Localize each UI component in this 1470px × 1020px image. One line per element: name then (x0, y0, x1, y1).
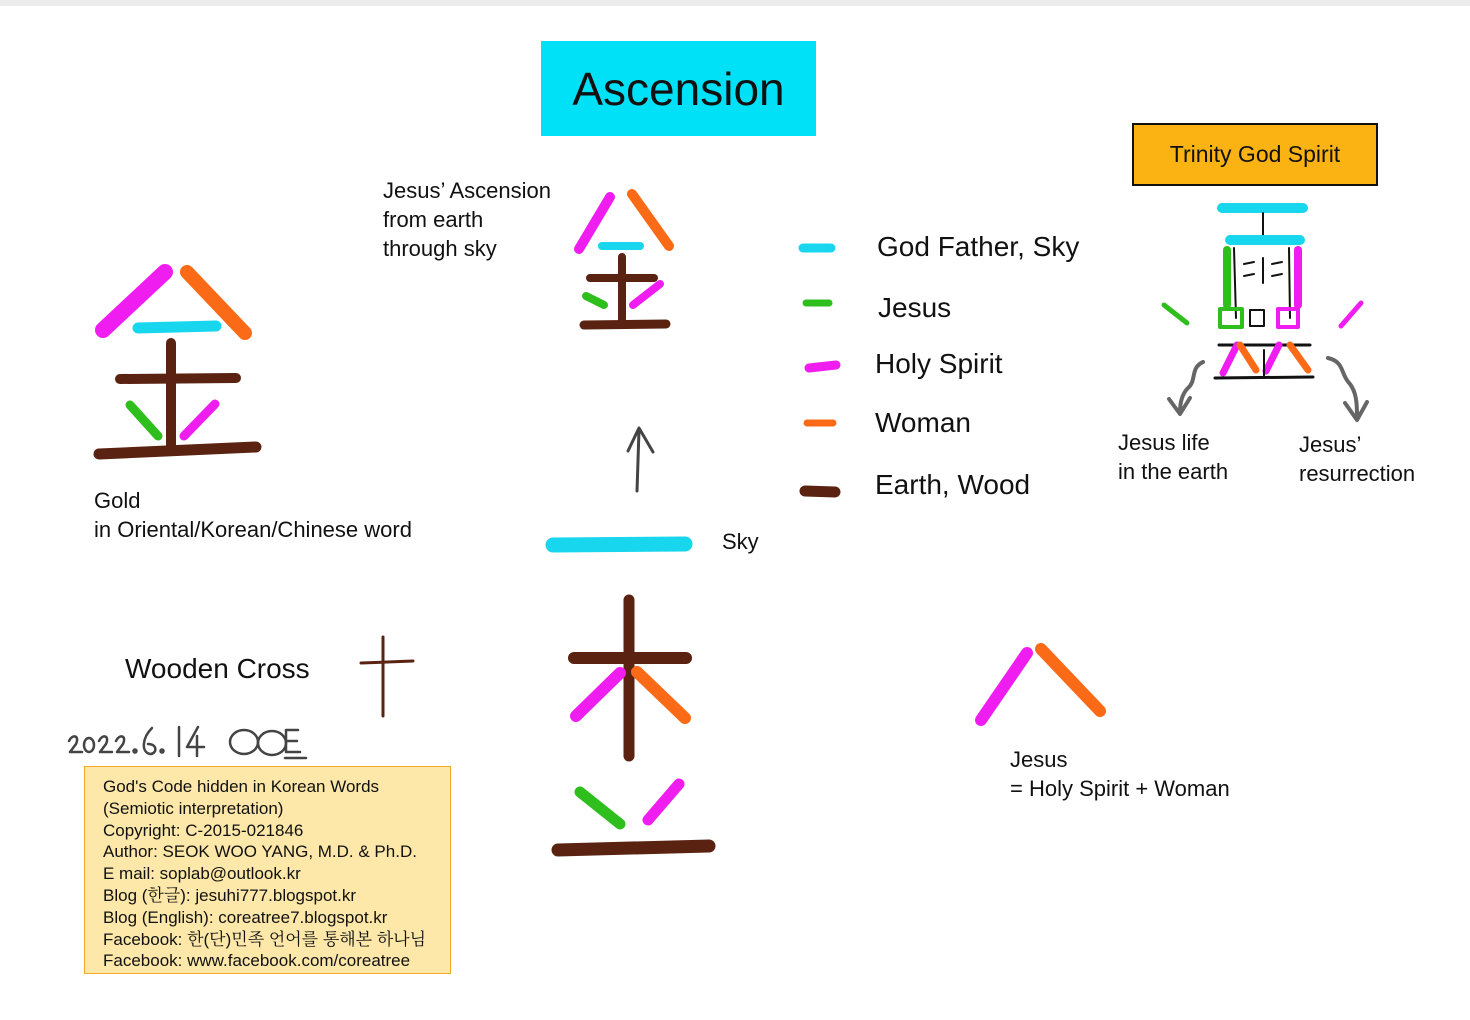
legend-swatches (803, 248, 836, 492)
info-line: Blog (English): coreatree7.blogspot.kr (103, 907, 388, 927)
gold-holy-spirit-lower-stroke (184, 404, 215, 436)
up-arrow-icon (628, 428, 653, 491)
down-right-curved-arrow-icon (1328, 358, 1367, 420)
info-line: Facebook: 한(단)민족 언어를 통해본 하나님 (103, 929, 427, 949)
wooden-cross-label: Wooden Cross (125, 653, 310, 684)
info-line: God's Code hidden in Korean Words (103, 777, 380, 796)
info-line: E mail: soplab@outlook.kr (103, 864, 301, 884)
small-gold-character (579, 194, 669, 325)
info-line: (Semiotic interpretation) (103, 798, 284, 818)
trinity-label: Trinity God Spirit (1169, 141, 1341, 167)
jesus-life-caption: Jesus life in the earth (1118, 430, 1229, 484)
gold-caption: Gold in Oriental/Korean/Chinese word (94, 488, 412, 542)
legend-label-earth: Earth, Wood (875, 469, 1031, 500)
down-left-curved-arrow-icon (1169, 362, 1203, 414)
trinity-glyph (1164, 208, 1361, 378)
sky-label: Sky (722, 529, 759, 554)
legend-label-woman: Woman (875, 407, 971, 438)
page-title: Ascension (572, 62, 785, 115)
gold-earth-base-stroke (99, 447, 256, 454)
sky-line (553, 544, 685, 545)
legend-label-jesus: Jesus (878, 292, 952, 323)
cross-icon (361, 637, 413, 716)
trinity-label-box (1132, 123, 1378, 186)
resurrection-caption: Jesus’ resurrection (1299, 432, 1416, 486)
info-line: Blog (한글): jesuhi777.blogspot.kr (103, 885, 357, 905)
legend-label-holy-spirit: Holy Spirit (875, 348, 1003, 379)
gold-holy-spirit-stroke (103, 272, 165, 330)
gold-jesus-stroke (130, 405, 158, 436)
copyright-info-box (84, 766, 451, 974)
legend-label-sky: God Father, Sky (877, 231, 1080, 262)
title-box (541, 41, 816, 136)
handwritten-signature (69, 727, 306, 758)
info-line: Author: SEOK WOO YANG, M.D. & Ph.D. (103, 842, 417, 862)
gold-character (99, 272, 256, 454)
ascension-caption: Jesus’ Ascension from earth through sky (383, 178, 551, 261)
gold-earth-upper-stroke (120, 378, 236, 379)
earth-character (558, 784, 709, 850)
info-line: Copyright: C-2015-021846 (103, 820, 304, 840)
tree-character (574, 600, 686, 756)
legend-swatch-earth (805, 491, 835, 492)
jesus-formula-caption: Jesus = Holy Spirit + Woman (1010, 747, 1230, 801)
jesus-shape (981, 649, 1100, 720)
info-line: Facebook: www.facebook.com/coreatree (103, 951, 411, 971)
legend-swatch-holy-spirit (809, 365, 836, 368)
gold-sky-stroke (138, 326, 216, 328)
